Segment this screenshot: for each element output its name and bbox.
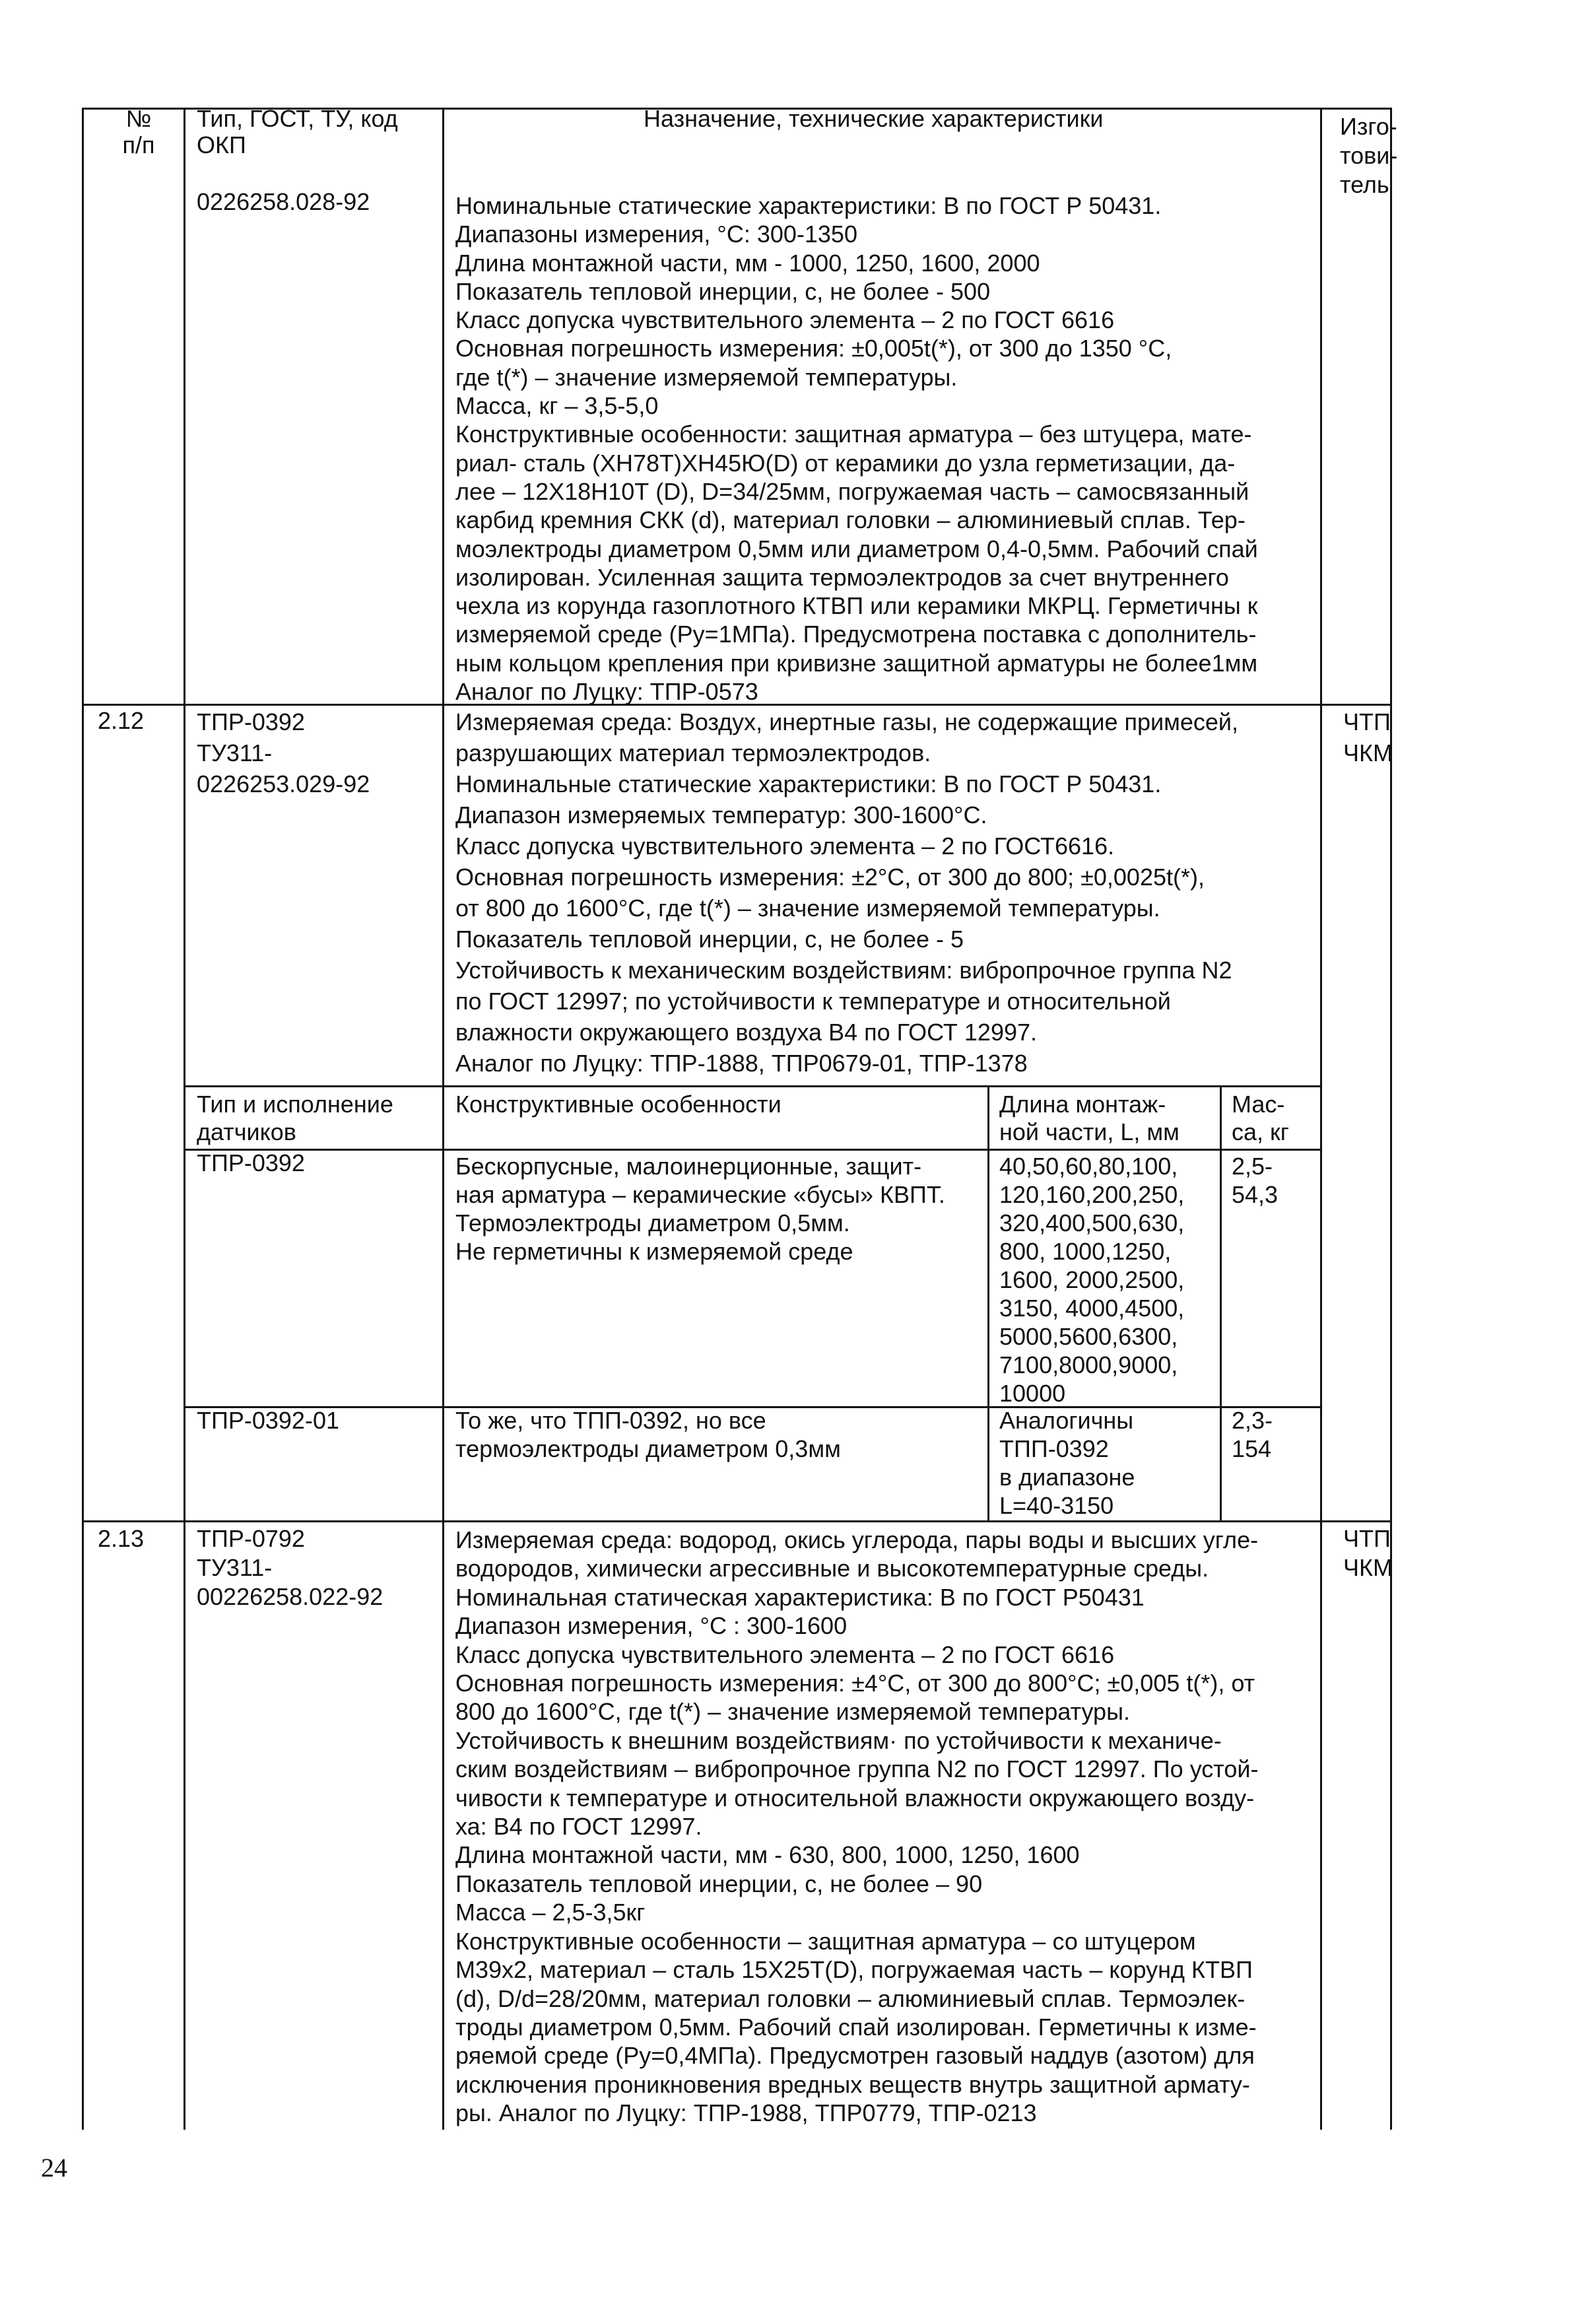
text-line: влажности окружающего воздуха В4 по ГОСТ 12997. [455,1019,1038,1046]
subtable-divider-length [987,1085,989,1520]
text-line: исключения проникновения вредных веществ внутрь защитной армату- [455,2070,1250,2098]
text-line: Класс допуска чувствительного элемента – 2 по ГОСТ 6616 [455,1641,1115,1668]
page-number: 24 [41,2153,67,2183]
header-col-maker: Изго- тови- тель [1340,113,1398,198]
text-line: Номинальные статические характеристики: В по ГОСТ Р 50431. [455,192,1162,219]
subrow-mass: 2,3- 154 [1232,1407,1273,1462]
col-divider-2 [442,108,444,2130]
text-line: Конструктивные особенности: защитная арматура – без штуцера, мате- [455,421,1252,448]
text-line: Основная погрешность измерения: ±2°С, от 300 до 800; ±0,0025t(*), [455,864,1205,891]
text-line: измеряемой среде (Ру=1МПа). Предусмотрена поставка с дополнитель- [455,621,1257,648]
row-divider-subheader-bottom [183,1149,1320,1151]
text-line: Диапазон измерения, °С : 300-1600 [455,1612,848,1640]
text-line: М39х2, материал – сталь 15Х25Т(D), погружаемая часть – корунд КТВП [455,1956,1253,1984]
text-line: Класс допуска чувствительного элемента – 2 по ГОСТ 6616 [455,306,1115,334]
continued-description [455,191,1258,706]
text-line: Масса, кг – 3,5-5,0 [455,392,659,420]
text-line: риал- сталь (ХН78Т)ХН45Ю(D) от керамики до узла герметизации, да- [455,449,1236,477]
text-line: где t(*) – значение измеряемой температуры. [455,363,958,391]
row-type: ТПР-0792 ТУ311- 00226258.022-92 [197,1525,383,1610]
row-maker: ЧТП ЧКМ [1343,1525,1393,1581]
text-line: изолирован. Усиленная защита термоэлектродов за счет внутреннего [455,563,1229,591]
subtable-divider-mass [1220,1085,1222,1520]
subrow-length: Аналогичны ТПП-0392 в диапазоне L=40-3150 [999,1407,1135,1519]
header-col-num: № п/п [122,105,155,158]
subrow-features: То же, что ТПП-0392, но все термоэлектроды диаметром 0,3мм [455,1407,841,1462]
text-line: Устойчивость к внешним воздействиям· по устойчивости к механиче- [455,1726,1222,1754]
subrow-type: ТПР-0392-01 [197,1407,339,1434]
table-border-left [82,108,84,2130]
text-line: Масса – 2,5-3,5кг [455,1899,646,1926]
text-line: Измеряемая среда: водород, окись углерода, пары воды и высших угле- [455,1526,1259,1553]
text-line: 800 до 1600°С, где t(*) – значение измеряемой температуры. [455,1698,1130,1726]
header-col-type: Тип, ГОСТ, ТУ, код ОКП [197,105,398,158]
text-line: Показатель тепловой инерции, с, не более - 500 [455,277,991,305]
text-line: Измеряемая среда: Воздух, инертные газы, не содержащие примесей, [455,708,1239,735]
subheader-type: Тип и исполнение датчиков [197,1091,393,1145]
text-line: Длина монтажной части, мм - 630, 800, 1000, 1250, 1600 [455,1841,1080,1869]
row-number: 2.13 [98,1525,145,1552]
row-type: ТПР-0392 ТУ311- 0226253.029-92 [197,708,370,797]
subheader-mass: Мас- са, кг [1232,1091,1289,1145]
subrow-mass: 2,5- 54,3 [1232,1153,1279,1208]
text-line: (d), D/d=28/20мм, материал головки – алюминиевый сплав. Термоэлек- [455,1984,1246,2012]
row-description [455,706,1238,1079]
text-line: водородов, химически агрессивные и высокотемпературные среды. [455,1555,1209,1582]
row-divider-213 [82,1520,1392,1522]
row-divider-subheader [183,1085,1320,1087]
text-line: чехла из корунда газоплотного КТВП или керамики МКРЦ. Герметичны к [455,592,1258,620]
text-line: разрушающих материал термоэлектродов. [455,739,931,766]
subheader-features: Конструктивные особенности [455,1091,781,1118]
text-line: карбид кремния СКК (d), материал головки – алюминиевый сплав. Тер- [455,506,1246,534]
text-line: Класс допуска чувствительного элемента – 2 по ГОСТ6616. [455,832,1115,860]
text-line: Диапазон измеряемых температур: 300-1600°С. [455,801,987,829]
text-line: моэлектроды диаметром 0,5мм или диаметром 0,4-0,5мм. Рабочий спай [455,535,1258,562]
text-line: ским воздействиям – вибропрочное группа N2 по ГОСТ 12997. По устой- [455,1755,1259,1783]
text-line: чивости к температуре и относительной влажности окружающего возду- [455,1784,1255,1812]
text-line: Основная погрешность измерения: ±0,005t(*), от 300 до 1350 °С, [455,335,1172,362]
header-col-purpose: Назначение, технические характеристики [644,105,1104,132]
text-line: Показатель тепловой инерции, с, не более – 90 [455,1870,983,1897]
text-line: Основная погрешность измерения: ±4°С, от 300 до 800°С; ±0,005 t(*), от [455,1670,1255,1697]
text-line: Диапазоны измерения, °С: 300-1350 [455,220,857,248]
text-line: Аналог по Луцку: ТПР-1888, ТПР0679-01, ТПР-1378 [455,1050,1028,1077]
row-maker: ЧТП ЧКМ [1343,708,1393,766]
text-line: ным кольцом крепления при кривизне защитной арматуры не более1мм [455,649,1258,677]
subheader-length: Длина монтаж- ной части, L, мм [999,1091,1180,1145]
text-line: от 800 до 1600°С, где t(*) – значение измеряемой температуры. [455,895,1160,922]
subrow-type: ТПР-0392 [197,1149,305,1176]
col-divider-3 [1320,108,1322,2130]
text-line: Устойчивость к механическим воздействиям: вибропрочное группа N2 [455,957,1232,984]
col-divider-1 [183,108,185,2130]
text-line: ха: В4 по ГОСТ 12997. [455,1813,702,1841]
text-line: Номинальная статическая характеристика: В по ГОСТ Р50431 [455,1583,1145,1611]
table-border-right [1390,108,1392,2130]
text-line: Конструктивные особенности – защитная арматура – со штуцером [455,1927,1196,1955]
text-line: Номинальные статические характеристики: В по ГОСТ Р 50431. [455,770,1162,797]
text-line: Длина монтажной части, мм - 1000, 1250, 1600, 2000 [455,249,1040,277]
text-line: Показатель тепловой инерции, с, не более - 5 [455,926,964,953]
row-description [455,1526,1259,2128]
subrow-length: 40,50,60,80,100, 120,160,200,250, 320,400,500,630, 800, 1000,1250, 1600, 2000,2500, 3150, 4000,4500, 5000,5600,6300, 7100,8000,9000, 10000 [999,1153,1185,1407]
subrow-features: Бескорпусные, малоинерционные, защит- ная арматура – керамические «бусы» КВПТ. Термоэлектроды диаметром 0,5мм. Не герметичны к измеряемой среде [455,1153,945,1265]
text-line: лее – 12Х18Н10Т (D), D=34/25мм, погружаемая часть – самосвязанный [455,477,1249,505]
text-line: Аналог по Луцку: ТПР-0573 [455,678,758,706]
text-line: ряемой среде (Ру=0,4МПа). Предусмотрен газовый наддув (азотом) для [455,2042,1255,2070]
continued-code: 0226258.028-92 [197,188,370,215]
text-line: троды диаметром 0,5мм. Рабочий спай изолирован. Герметичны к изме- [455,2013,1257,2041]
row-number: 2.12 [98,707,145,734]
text-line: по ГОСТ 12997; по устойчивости к температуре и относительной [455,988,1171,1015]
text-line: ры. Аналог по Луцку: ТПР-1988, ТПР0779, ТПР-0213 [455,2099,1037,2127]
